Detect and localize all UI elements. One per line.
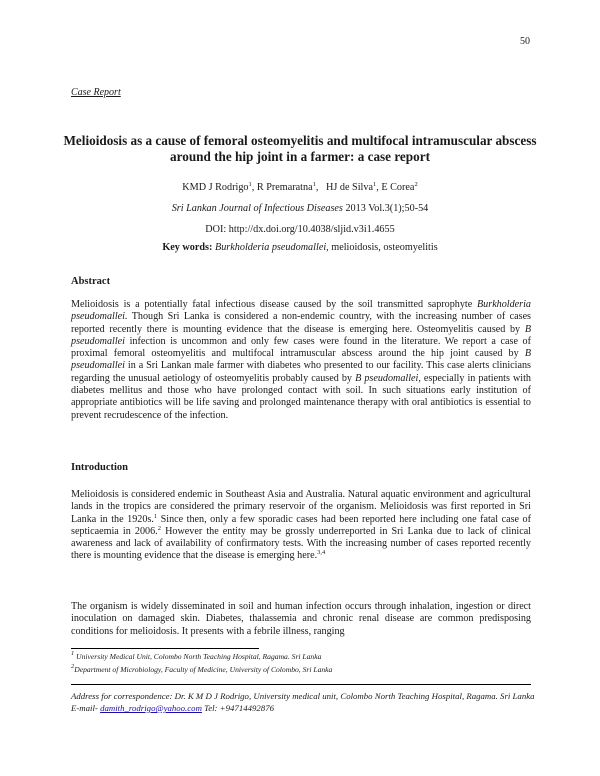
introduction-heading: Introduction (71, 462, 128, 473)
journal-volume: 2013 Vol.3(1);50-54 (342, 203, 429, 214)
author-name: HJ de Silva (326, 182, 374, 193)
journal-name: Sri Lankan Journal of Infectious Diseases (171, 203, 343, 214)
doi-line: DOI: http://dx.doi.org/10.4038/sljid.v3i1.4655 (205, 224, 395, 235)
introduction-paragraph-2: The organism is widely disseminated in soil and human infection occurs through inhalation, ingestion or direct inoculation on damaged skin. Diabetes, thalassemia and chronic renal disease are common predisposing conditions for melioidosis. It presents with a febrile illness, ranging (71, 601, 531, 637)
footnote-affiliation-2: $^2$Department of Microbiology, Faculty of Medicine, University of Colombo, Sri Lanka (71, 663, 333, 674)
introduction-paragraph-1: Melioidosis is considered endemic in Southeast Asia and Australia. Natural aquatic environment and agricultural lands in the tropics are considered the primary reservoir of the organism. Melioidosis was first reported in Sri Lanka in the 1920s.$^1$ Since then, only a few sporadic cases had been reported here including one fatal case of septicaemia in 2006.$^2$ However the entity may be grossly underreported in Sri Lanka due to lack of clinical awareness and lack of availability of confirmatory tests. With the increasing number of cases reported recently there is mounting evidence that the disease is emerging here.$^{3,4}$ (71, 489, 531, 562)
journal-citation (60, 203, 540, 214)
author-affiliation-mark: 2 (414, 181, 418, 188)
footnote-divider (71, 648, 259, 649)
citation-mark: 3,4 (317, 549, 326, 557)
article-title: Melioidosis as a cause of femoral osteomyelitis and multifocal intramuscular abscess around the hip joint in a farmer: a case report (63, 133, 537, 164)
address-divider (71, 684, 531, 685)
abstract-heading: Abstract (71, 276, 111, 287)
author-affiliation-mark: 1 (312, 181, 316, 188)
keyword-rest: melioidosis, osteomyelitis (328, 242, 438, 253)
citation-mark: 2 (157, 524, 161, 532)
keyword-italic: Burkholderia pseudomallei, (214, 242, 329, 253)
page-number: 50 (520, 36, 530, 47)
author-list: KMD J Rodrigo$^1$, R Premaratna$^1$, HJ de Silva$^1$, E Corea$^2$ (182, 181, 418, 193)
keywords-line (60, 242, 540, 253)
author-name: R Premaratna (256, 182, 313, 193)
citation-mark: 1 (153, 512, 158, 520)
keywords-label: Key words: (162, 242, 213, 253)
abstract-paragraph: Melioidosis is a potentially fatal infectious disease caused by the soil transmitted saprophyte Burkholderia pseudomallei. Though Sri Lanka is considered a non-endemic country, with the increasing number of cases reported recently there is mounting evidence that the disease is emerging here. Osteomyelitis caused by B pseudomallei infection is uncommon and only few cases were found in the literature. We report a case of proximal femoral osteomyelitis and multifocal intramuscular abscess around the hip joint caused by B pseudomallei in a Sri Lankan male farmer with diabetes who presented to our facility. This case alerts clinicians regarding the unusual aetiology of osteomyelitis probably caused by B pseudomallei, especially in patients with diabetes mellitus and those who have prolonged contact with soil. In such situations early institution of appropriate antibiotics will be life saving and prolonged maintenance therapy with oral antibiotics is essential to prevent recrudescence of the infection. (71, 299, 531, 421)
author-name: KMD J Rodrigo (182, 182, 249, 193)
correspondence-address: Address for correspondence: Dr. K M D J Rodrigo, University medical unit, Colombo North Teaching Hospital, Ragama. Sri Lanka E-mail- damith_rodrigo@yahoo.com Tel: +94714492876 (71, 691, 535, 713)
email-link[interactable]: damith_rodrigo@yahoo.com (100, 703, 202, 713)
footnote-affiliation-1: $^1$ University Medical Unit, Colombo North Teaching Hospital, Ragama. Sri Lanka (71, 650, 322, 661)
article-type-label: Case Report (71, 87, 121, 98)
author-affiliation-mark: 1 (373, 181, 377, 188)
author-affiliation-mark: 1 (248, 181, 252, 188)
author-name: E Corea (381, 182, 415, 193)
